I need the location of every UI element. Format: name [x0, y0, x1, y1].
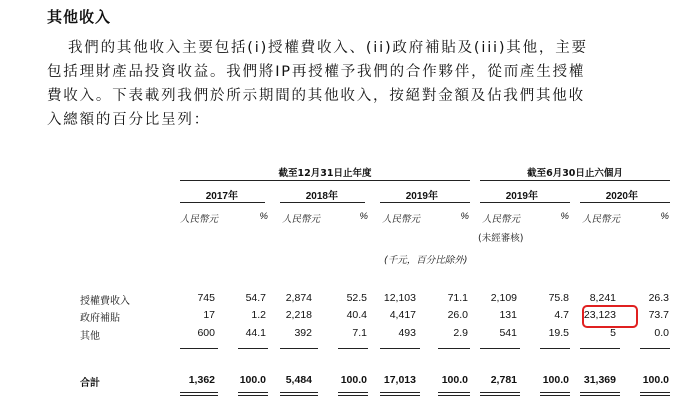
- pct-label: %: [660, 211, 669, 222]
- table-cell: 19.5: [548, 327, 569, 339]
- unit-label: 人民幣元: [382, 214, 421, 225]
- unit-label: 人民幣元: [180, 214, 219, 225]
- total-cell: 100.0: [441, 374, 468, 386]
- table-cell: 12,103: [383, 292, 416, 304]
- total-double-rule: [280, 392, 318, 393]
- total-double-rule: [640, 392, 670, 393]
- section-title: 其他收入: [47, 8, 112, 26]
- total-double-rule: [238, 395, 268, 396]
- total-cell: 100.0: [642, 374, 669, 386]
- table-cell: 131: [499, 309, 517, 321]
- subtotal-rule: [640, 348, 670, 349]
- subtotal-rule: [280, 348, 318, 349]
- subtotal-rule: [338, 348, 368, 349]
- total-double-rule: [380, 392, 420, 393]
- table-cell: 4.7: [554, 309, 569, 321]
- subtotal-rule: [480, 348, 520, 349]
- table-cell: 54.7: [245, 292, 266, 304]
- unit-label: 人民幣元: [582, 214, 621, 225]
- total-double-rule: [438, 392, 470, 393]
- table-cell: 4,417: [389, 309, 416, 321]
- table-cell: 75.8: [548, 292, 569, 304]
- paragraph-line-1: 我們的其他收入主要包括(i)授權費收入、(ii)政府補貼及(iii)其他，主要: [68, 40, 588, 56]
- table-cell: 8,241: [589, 292, 616, 304]
- table-cell: 71.1: [447, 292, 468, 304]
- year-2019-h1: 2019年: [505, 191, 538, 202]
- row-label: 其他: [80, 331, 100, 342]
- header-rule: [480, 180, 670, 181]
- pct-label: %: [259, 211, 268, 222]
- year-ended-header: 截至12月31日止年度: [278, 168, 372, 179]
- paragraph-line-2: 包括理財產品投資收益。我們將IP再授權予我們的合作夥伴，從而產生授權: [47, 64, 586, 80]
- table-cell: 493: [398, 327, 416, 339]
- total-double-rule: [438, 395, 470, 396]
- thousands-note: (千元，百分比除外): [384, 255, 468, 266]
- subtotal-rule: [180, 348, 218, 349]
- year-rule: [580, 202, 670, 203]
- subtotal-rule: [438, 348, 470, 349]
- total-cell: 2,781: [490, 374, 517, 386]
- total-cell: 1,362: [188, 374, 215, 386]
- total-double-rule: [640, 395, 670, 396]
- table-cell: 7.1: [352, 327, 367, 339]
- year-2019: 2019年: [405, 191, 438, 202]
- table-cell: 44.1: [245, 327, 266, 339]
- table-cell: 23,123: [583, 309, 616, 321]
- total-double-rule: [540, 392, 570, 393]
- total-row-label: 合計: [80, 378, 100, 389]
- total-cell: 17,013: [383, 374, 416, 386]
- table-cell: 0.0: [654, 327, 669, 339]
- subtotal-rule: [380, 348, 420, 349]
- paragraph-line-3: 費收入。下表載列我們於所示期間的其他收入，按絕對金額及佔我們其他收: [47, 88, 585, 104]
- total-double-rule: [540, 395, 570, 396]
- six-months-header: 截至6月30日止六個月: [527, 168, 623, 179]
- table-cell: 17: [203, 309, 215, 321]
- year-2017: 2017年: [205, 191, 238, 202]
- table-cell: 541: [499, 327, 517, 339]
- total-double-rule: [480, 392, 520, 393]
- total-double-rule: [180, 395, 218, 396]
- table-cell: 1.2: [251, 309, 266, 321]
- table-cell: 26.3: [648, 292, 669, 304]
- total-double-rule: [380, 395, 420, 396]
- table-cell: 2,874: [285, 292, 312, 304]
- table-cell: 2,218: [285, 309, 312, 321]
- total-double-rule: [280, 395, 318, 396]
- pct-label: %: [359, 211, 368, 222]
- total-cell: 100.0: [340, 374, 367, 386]
- year-rule: [480, 202, 570, 203]
- table-cell: 2,109: [490, 292, 517, 304]
- unaudited-note: (未經審核): [478, 233, 524, 244]
- total-double-rule: [480, 395, 520, 396]
- year-rule: [280, 202, 365, 203]
- total-double-rule: [580, 395, 620, 396]
- header-rule: [180, 180, 470, 181]
- table-cell: 5: [610, 327, 616, 339]
- total-double-rule: [580, 392, 620, 393]
- row-label: 政府補貼: [80, 313, 120, 324]
- table-cell: 392: [294, 327, 312, 339]
- year-rule: [180, 202, 265, 203]
- total-double-rule: [180, 392, 218, 393]
- total-double-rule: [338, 392, 368, 393]
- total-cell: 5,484: [285, 374, 312, 386]
- subtotal-rule: [540, 348, 570, 349]
- year-rule: [380, 202, 470, 203]
- unit-label: 人民幣元: [482, 214, 521, 225]
- table-cell: 600: [197, 327, 215, 339]
- total-double-rule: [338, 395, 368, 396]
- year-2018: 2018年: [305, 191, 338, 202]
- table-cell: 2.9: [453, 327, 468, 339]
- year-2020-h1: 2020年: [605, 191, 638, 202]
- highlight-box: [582, 305, 638, 328]
- subtotal-rule: [580, 348, 620, 349]
- table-cell: 26.0: [447, 309, 468, 321]
- total-cell: 31,369: [583, 374, 616, 386]
- subtotal-rule: [238, 348, 268, 349]
- table-cell: 745: [197, 292, 215, 304]
- table-cell: 73.7: [648, 309, 669, 321]
- total-double-rule: [238, 392, 268, 393]
- total-cell: 100.0: [239, 374, 266, 386]
- paragraph-line-4: 入總額的百分比呈列：: [47, 112, 210, 128]
- table-cell: 52.5: [346, 292, 367, 304]
- row-label: 授權費收入: [80, 296, 130, 307]
- total-cell: 100.0: [542, 374, 569, 386]
- pct-label: %: [460, 211, 469, 222]
- pct-label: %: [560, 211, 569, 222]
- unit-label: 人民幣元: [282, 214, 321, 225]
- table-cell: 40.4: [346, 309, 367, 321]
